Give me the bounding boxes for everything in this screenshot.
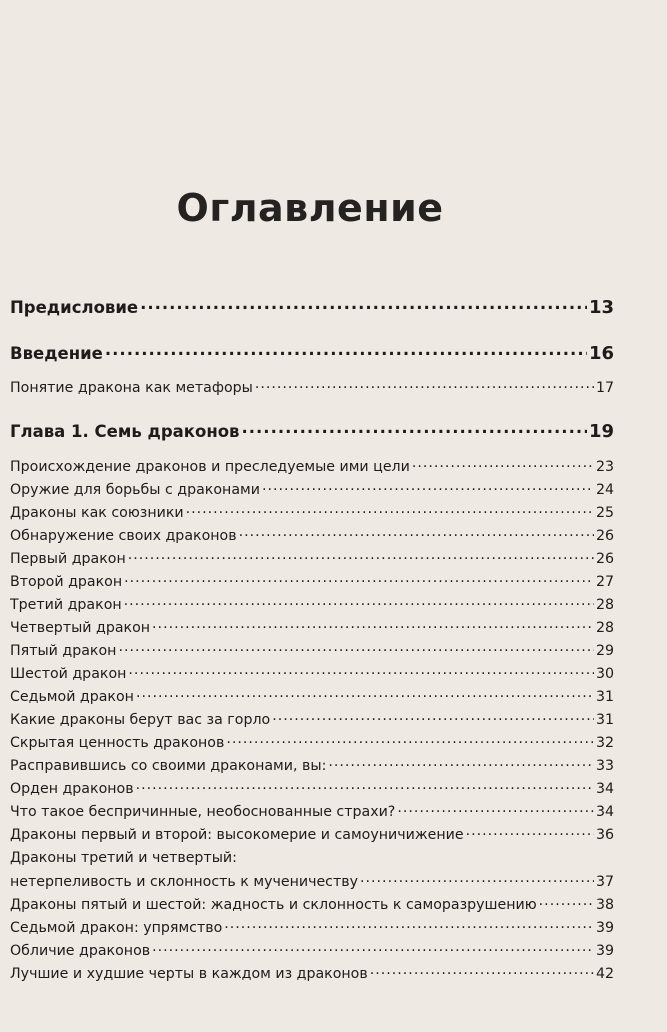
toc-entry-page: 26 (595, 551, 614, 568)
toc-entry-label: Лучшие и худшие черты в каждом из драконов (10, 966, 368, 983)
toc-entry-page: 23 (595, 459, 614, 476)
dot-leader (466, 825, 594, 839)
toc-entry[interactable] (10, 526, 614, 544)
toc-entry-page: 13 (588, 296, 614, 318)
toc-entry-page: 33 (595, 758, 614, 775)
toc-entry[interactable] (10, 480, 614, 498)
toc-entry[interactable] (10, 641, 614, 659)
toc-entry-label: Седьмой дракон (10, 689, 134, 706)
toc-entry-page: 26 (595, 528, 614, 545)
toc-entry-label: Какие драконы берут вас за горло (10, 712, 271, 729)
dot-leader (186, 503, 594, 517)
toc-entry[interactable] (10, 733, 614, 751)
toc-entry-page: 39 (595, 943, 614, 960)
toc-entry[interactable] (10, 457, 614, 475)
toc-entry-page: 25 (595, 505, 614, 522)
dot-leader (328, 756, 594, 770)
dot-leader (105, 342, 587, 359)
toc-entry-label: Драконы как союзники (10, 505, 184, 522)
toc-entry-page: 31 (595, 689, 614, 706)
toc-entry-label: Скрытая ценность драконов (10, 735, 225, 752)
toc-entry-page: 27 (595, 574, 614, 591)
toc-entry-label: Четвертый дракон (10, 620, 151, 637)
toc-entry[interactable] (10, 549, 614, 567)
toc-entry[interactable] (10, 710, 614, 728)
toc-entry[interactable] (10, 378, 614, 396)
toc-entry-page: 16 (588, 342, 614, 364)
dot-leader (118, 641, 594, 655)
toc-entry-label: Обнаружение своих драконов (10, 528, 237, 545)
toc-entry[interactable] (10, 964, 614, 982)
toc-entry-page: 30 (595, 666, 614, 683)
dot-leader (272, 710, 594, 724)
toc-entry-label: Драконы пятый и шестой: жадность и склонность к саморазрушению (10, 897, 537, 914)
toc-entry-page: 31 (595, 712, 614, 729)
toc-entry[interactable] (10, 503, 614, 521)
toc-entry[interactable] (10, 756, 614, 774)
toc-entry-label: Второй дракон (10, 574, 123, 591)
toc-entry-label-first-line[interactable]: Драконы третий и четвертый: (10, 850, 237, 866)
toc-entry-page: 34 (595, 781, 614, 798)
toc-entry-label: Первый дракон (10, 551, 126, 568)
toc-entry-introduction[interactable] (10, 342, 614, 364)
toc-entry-page: 24 (595, 482, 614, 499)
toc-entry-label: Что такое беспричинные, необоснованные страхи? (10, 804, 396, 821)
toc-entry-page: 32 (595, 735, 614, 752)
toc-entry-label: Глава 1. Семь драконов (10, 421, 240, 441)
toc-entry-label: Шестой дракон (10, 666, 127, 683)
toc-entry-label: Орден драконов (10, 781, 134, 798)
toc-entry-page: 28 (595, 597, 614, 614)
dot-leader (412, 457, 594, 471)
dot-leader (539, 895, 594, 909)
toc-entry-preface[interactable] (10, 296, 614, 318)
dot-leader (136, 687, 594, 701)
toc-entry-page: 37 (595, 874, 614, 891)
dot-leader (140, 296, 587, 313)
toc-entry-label: Обличие драконов (10, 943, 151, 960)
toc-entry[interactable] (10, 664, 614, 682)
toc-entry-label: Предисловие (10, 297, 139, 317)
toc-entry-label: Понятие дракона как метафоры (10, 380, 253, 397)
dot-leader (128, 549, 594, 563)
toc-entry[interactable] (10, 895, 614, 913)
toc-entry[interactable] (10, 941, 614, 959)
toc-entry[interactable] (10, 872, 614, 890)
toc-entry[interactable] (10, 779, 614, 797)
toc-entry-page: 38 (595, 897, 614, 914)
toc-entry[interactable] (10, 618, 614, 636)
toc-entry-page: 28 (595, 620, 614, 637)
dot-leader (124, 572, 594, 586)
toc-entry-label: Расправившись со своими драконами, вы: (10, 758, 327, 775)
toc-entry-label: Драконы первый и второй: высокомерие и самоуничижение (10, 827, 464, 844)
toc-entry[interactable] (10, 595, 614, 613)
toc-entry-page: 39 (595, 920, 614, 937)
toc-entry[interactable] (10, 687, 614, 705)
toc-entry-label: Оружие для борьбы с драконами (10, 482, 260, 499)
toc-entry-chapter-1[interactable] (10, 420, 614, 442)
toc-entry-page: 36 (595, 827, 614, 844)
toc-entry-page: 42 (595, 966, 614, 983)
toc-entry-label: нетерпеливость и склонность к мученичеству (10, 874, 359, 891)
dot-leader (224, 918, 594, 932)
toc-entry-label: Происхождение драконов и преследуемые ими цели (10, 459, 410, 476)
toc-entry-page: 19 (588, 420, 614, 442)
dot-leader (152, 618, 594, 632)
toc-entry-label: Третий дракон (10, 597, 122, 614)
dot-leader (226, 733, 594, 747)
dot-leader (370, 964, 594, 978)
dot-leader (255, 378, 594, 392)
toc-entry[interactable] (10, 825, 614, 843)
page-title: Оглавление (176, 186, 444, 230)
toc-entry-page: 34 (595, 804, 614, 821)
dot-leader (128, 664, 594, 678)
dot-leader (242, 420, 587, 437)
toc-entry[interactable] (10, 918, 614, 936)
toc-entry-label: Седьмой дракон: упрямство (10, 920, 223, 937)
toc-entry-page: 29 (595, 643, 614, 660)
dot-leader (152, 941, 594, 955)
dot-leader (124, 595, 594, 609)
dot-leader (136, 779, 594, 793)
toc-entry[interactable] (10, 572, 614, 590)
dot-leader (360, 872, 594, 886)
toc-entry[interactable] (10, 802, 614, 820)
toc-entry-label: Пятый дракон (10, 643, 117, 660)
dot-leader (239, 526, 594, 540)
toc-entry-page: 17 (595, 380, 614, 397)
dot-leader (397, 802, 594, 816)
toc-entry-label: Введение (10, 343, 103, 363)
dot-leader (262, 480, 594, 494)
